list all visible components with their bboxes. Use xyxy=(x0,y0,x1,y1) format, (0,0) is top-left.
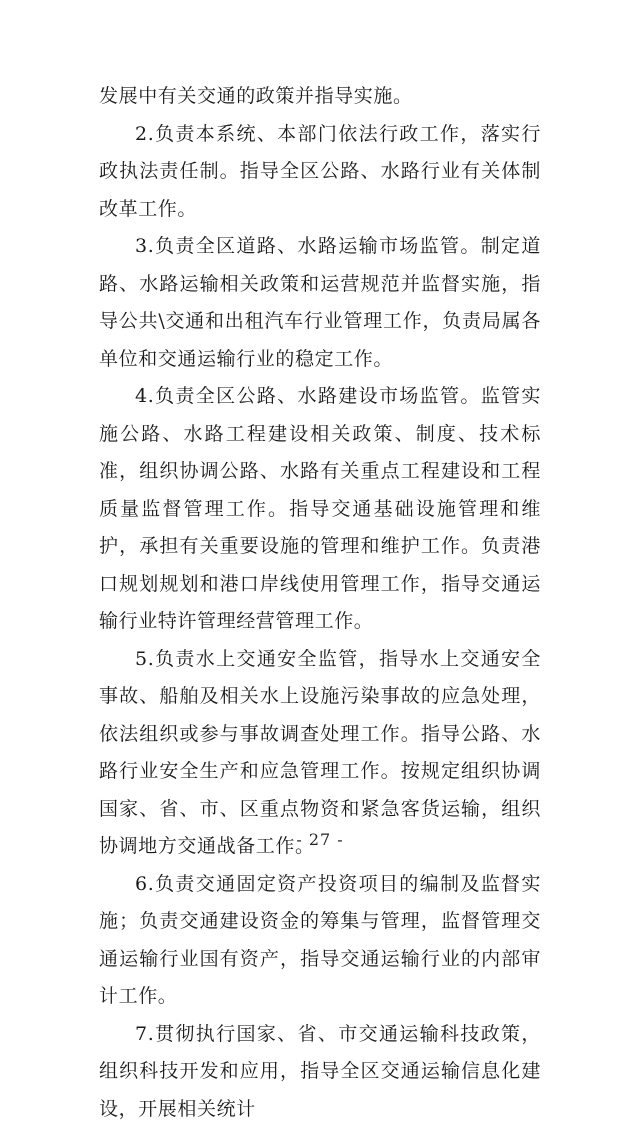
paragraph-item-3: 3.负责全区道路、水路运输市场监管。制定道路、水路运输相关政策和运营规范并监督实施，指导公共\交通和出租汽车行业管理工作，负责局属各单位和交通运输行业的稳定工作。 xyxy=(99,228,541,378)
paragraph-item-6: 6.负责交通固定资产投资项目的编制及监督实施；负责交通建设资金的筹集与管理，监督管理交通运输行业国有资产，指导交通运输行业的内部审计工作。 xyxy=(99,866,541,1016)
paragraph-item-7: 7.贯彻执行国家、省、市交通运输科技政策，组织科技开发和应用，指导全区交通运输信息化建设，开展相关统计 xyxy=(99,1016,541,1128)
page-number: - 27 - xyxy=(0,830,640,849)
paragraph-continuation: 发展中有关交通的政策并指导实施。 xyxy=(99,78,541,116)
paragraph-item-4: 4.负责全区公路、水路建设市场监管。监管实施公路、水路工程建设相关政策、制度、技术标准，组织协调公路、水路有关重点工程建设和工程质量监督管理工作。指导交通基础设施管理和维护，承担有关重要设施的管理和维护工作。负责港口规划规划和港口岸线使用管理工作，指导交通运输行业特许管理经营管理工作。 xyxy=(99,378,541,641)
paragraph-item-2: 2.负责本系统、本部门依法行政工作，落实行政执法责任制。指导全区公路、水路行业有关体制改革工作。 xyxy=(99,116,541,229)
body-text xyxy=(99,78,541,1128)
paragraph-item-5: 5.负责水上交通安全监管，指导水上交通安全事故、船舶及相关水上设施污染事故的应急处理，依法组织或参与事故调查处理工作。指导公路、水路行业安全生产和应急管理工作。按规定组织协调国家、省、市、区重点物资和紧急客货运输，组织协调地方交通战备工作。 xyxy=(99,641,541,866)
